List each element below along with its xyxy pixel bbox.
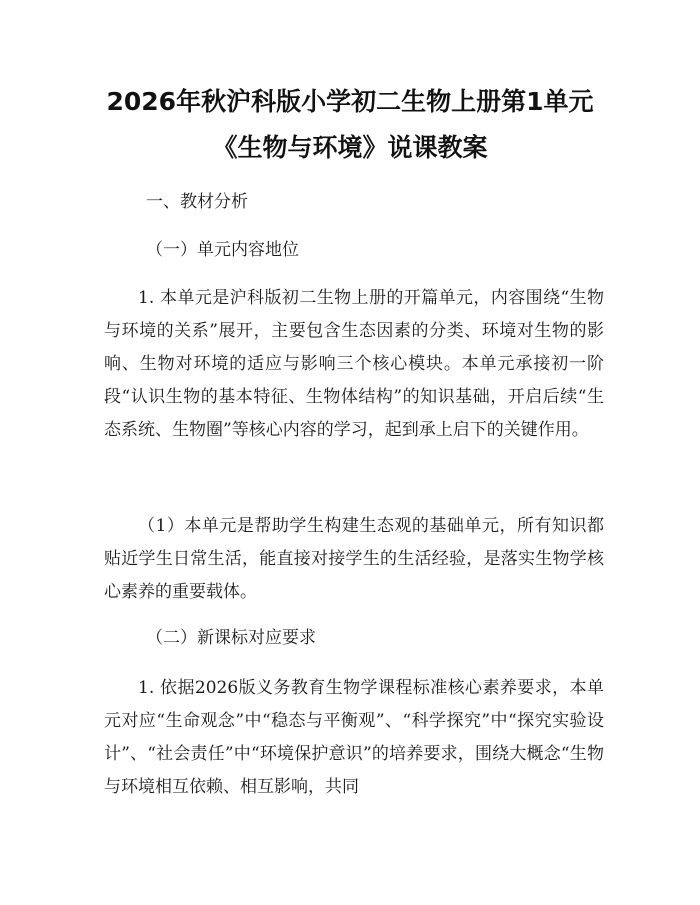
paragraph-curriculum-requirements: 1. 依据2026版义务教育生物学课程标准核心素养要求，本单元对应“生命观念”中“稳态与平衡观”、“科学探究”中“探究实验设计”、“社会责任”中“环境保护意识”的培养要求，围绕大概念“生物与环境相互依赖、相互影响，共同 xyxy=(104,678,604,797)
paragraph-unit-position: 1. 本单元是沪科版初二生物上册的开篇单元，内容围绕“生物与环境的关系”展开，主要包含生态因素的分类、环境对生物的影响、生物对环境的适应与影响三个核心模块。本单元承接初一阶段“认识生物的基本特征、生物体结构”的知识基础，开启后续“生态系统、生物圈”等核心内容的学习，起到承上启下的关键作用。 xyxy=(104,288,604,440)
document-title-line2: 《生物与环境》说课教案 xyxy=(212,133,488,162)
paragraph-ecology-foundation: （1）本单元是帮助学生构建生态观的基础单元，所有知识都贴近学生日常生活，能直接对接学生的生活经验，是落实生物学核心素养的重要载体。 xyxy=(104,516,604,602)
section-heading-material-analysis: 一、教材分析 xyxy=(146,192,248,212)
document-title-line1: 2026年秋沪科版小学初二生物上册第1单元 xyxy=(106,87,594,116)
subsection-heading-curriculum-requirements: （二）新课标对应要求 xyxy=(146,628,316,648)
subsection-heading-unit-position: （一）单元内容地位 xyxy=(146,240,299,260)
